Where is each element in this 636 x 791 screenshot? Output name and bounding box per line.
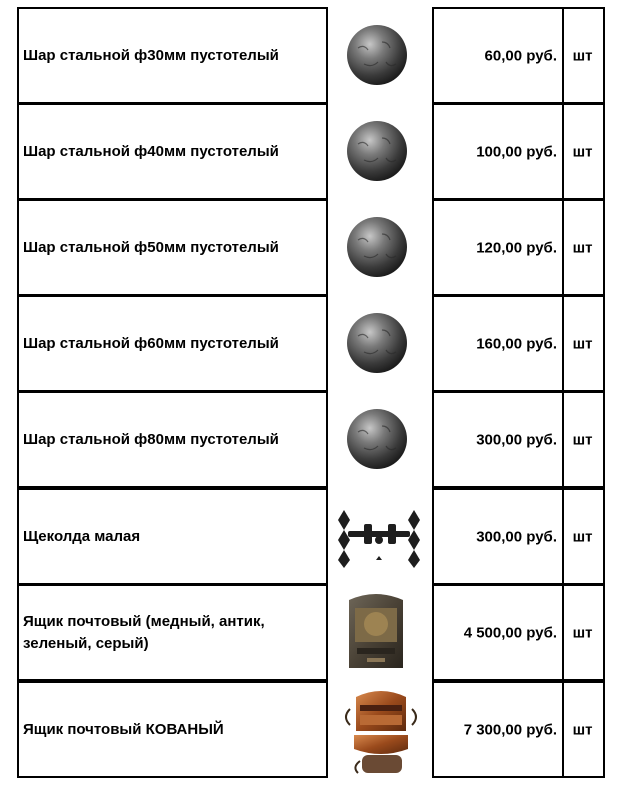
product-unit: шт: [572, 239, 593, 256]
price-cell: [432, 681, 564, 778]
product-name: Шар стальной ф50мм пустотелый: [23, 238, 279, 256]
product-name-cell: [17, 488, 328, 585]
product-row: [0, 391, 636, 488]
product-name: Шар стальной ф40мм пустотелый: [23, 142, 279, 160]
steel-ball-image: [346, 216, 408, 278]
product-name-cell: [17, 7, 328, 104]
latch-image: [334, 504, 424, 568]
unit-cell: [562, 681, 605, 778]
product-name-cell: [17, 103, 328, 200]
product-name-cell: [17, 681, 328, 778]
mailbox-forged-image: [340, 685, 422, 777]
steel-ball-image: [346, 24, 408, 86]
unit-cell: [562, 7, 605, 104]
unit-cell: [562, 391, 605, 488]
product-name-cell: [17, 584, 328, 681]
price-cell: [432, 488, 564, 585]
product-row: [0, 584, 636, 681]
steel-ball-image: [346, 408, 408, 470]
unit-cell: [562, 103, 605, 200]
product-row: [0, 103, 636, 200]
price-cell: [432, 103, 564, 200]
product-price: 100,00 руб.: [476, 143, 557, 160]
product-price: 160,00 руб.: [476, 335, 557, 352]
product-price: 120,00 руб.: [476, 239, 557, 256]
product-unit: шт: [572, 335, 593, 352]
product-name-cell: [17, 391, 328, 488]
product-name: Шар стальной ф80мм пустотелый: [23, 430, 279, 448]
steel-ball-image: [346, 120, 408, 182]
product-row: [0, 199, 636, 296]
product-row: [0, 7, 636, 104]
product-name: Шар стальной ф30мм пустотелый: [23, 46, 279, 64]
product-row: [0, 488, 636, 585]
price-cell: [432, 7, 564, 104]
product-price: 4 500,00 руб.: [463, 624, 557, 641]
product-price: 60,00 руб.: [484, 47, 557, 64]
unit-cell: [562, 199, 605, 296]
unit-cell: [562, 488, 605, 585]
price-cell: [432, 584, 564, 681]
product-unit: шт: [572, 721, 593, 738]
product-name-cell: [17, 295, 328, 392]
product-name: Ящик почтовый (медный, антик, зеленый, серый): [23, 612, 265, 652]
product-name: Ящик почтовый КОВАНЫЙ: [23, 720, 224, 738]
steel-ball-image: [346, 312, 408, 374]
product-unit: шт: [572, 47, 593, 64]
product-unit: шт: [572, 431, 593, 448]
product-unit: шт: [572, 143, 593, 160]
product-name: Шар стальной ф60мм пустотелый: [23, 334, 279, 352]
product-row: [0, 295, 636, 392]
product-name: Щеколда малая: [23, 527, 141, 545]
product-unit: шт: [572, 624, 593, 641]
price-cell: [432, 391, 564, 488]
price-cell: [432, 295, 564, 392]
unit-cell: [562, 584, 605, 681]
mailbox-antique-image: [343, 590, 409, 672]
product-name-cell: [17, 199, 328, 296]
price-cell: [432, 199, 564, 296]
product-price: 300,00 руб.: [476, 528, 557, 545]
product-price: 300,00 руб.: [476, 431, 557, 448]
unit-cell: [562, 295, 605, 392]
product-price: 7 300,00 руб.: [463, 721, 557, 738]
product-unit: шт: [572, 528, 593, 545]
product-row: [0, 681, 636, 778]
